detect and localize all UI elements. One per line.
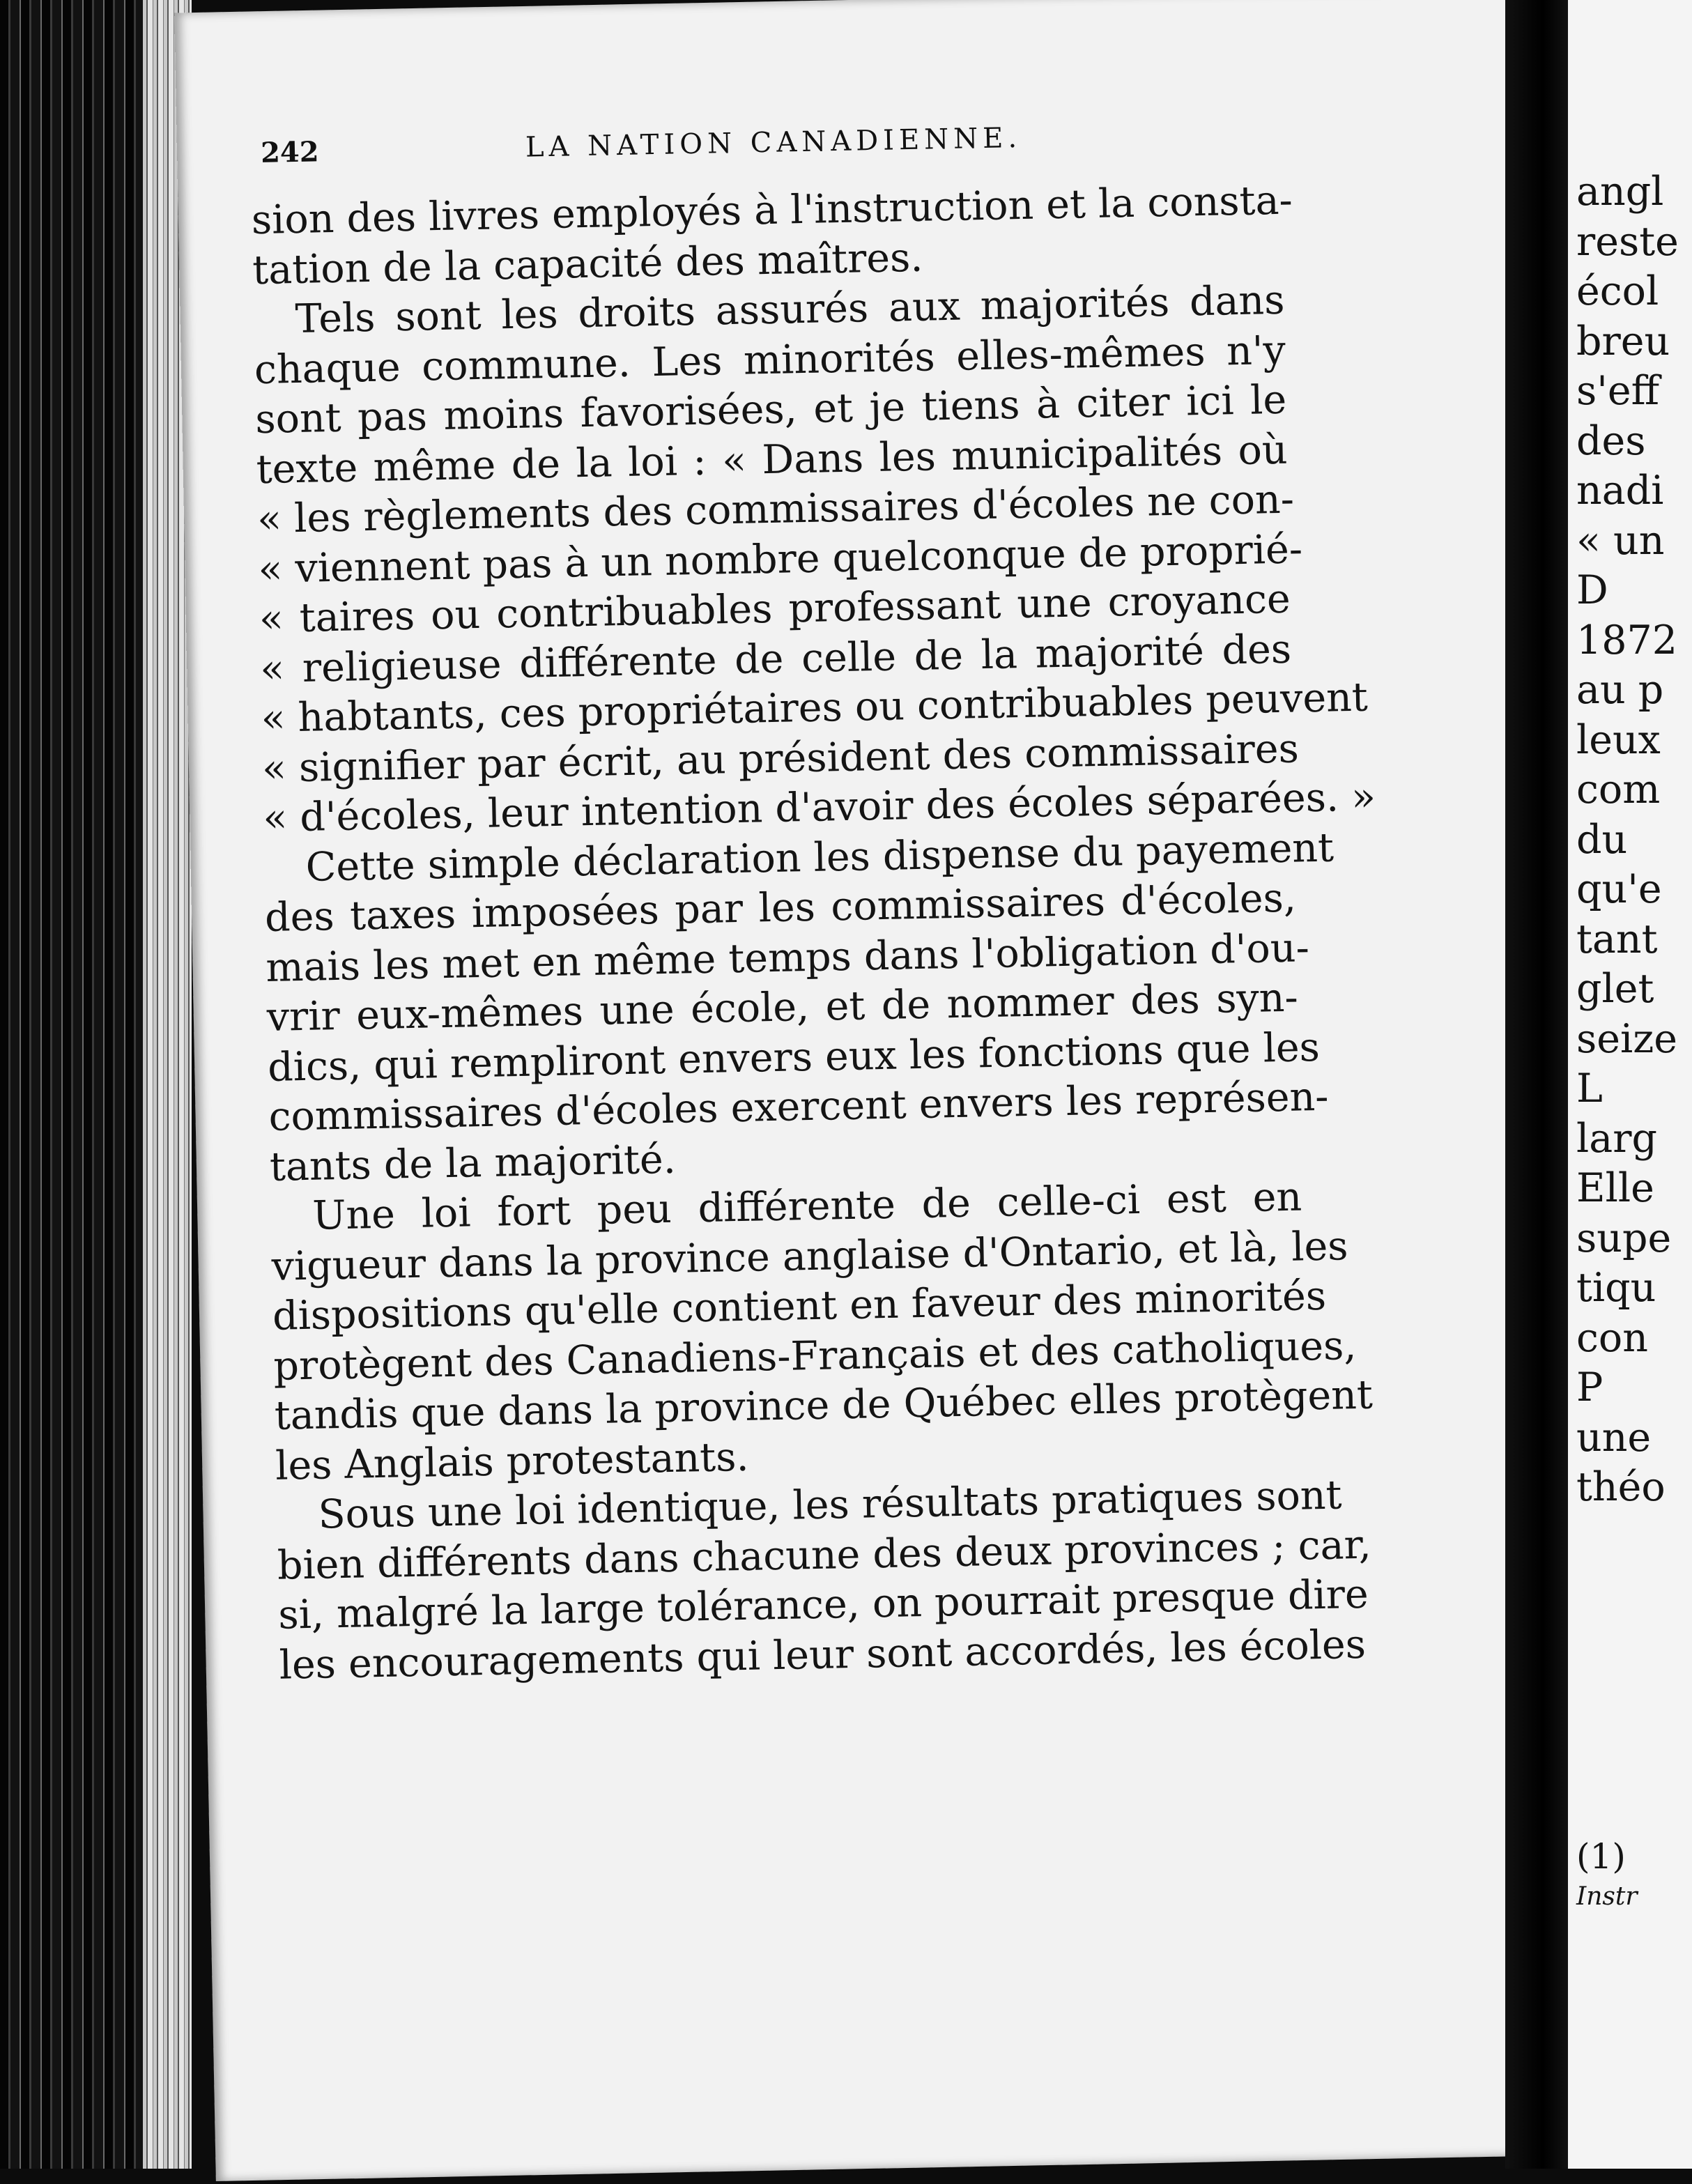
text-line: Tels sont les droits assurés aux majorités dans <box>295 277 1286 342</box>
text-line: Cette simple déclaration les dispense du payement <box>305 824 1335 891</box>
text-line: vigueur dans la province anglaise d'Ontario, et là, les <box>271 1222 1349 1290</box>
right-text-line: D <box>1576 567 1608 613</box>
text-line: « habtants, ces propriétaires ou contribuables peuvent <box>261 674 1369 742</box>
running-title: LA NATION CANADIENNE. <box>525 121 1022 164</box>
text-line: si, malgré la large tolérance, on pourrait presque dire <box>277 1571 1369 1638</box>
page-number: 242 <box>260 135 319 169</box>
text-line: dispositions qu'elle contient en faveur des minorités <box>272 1272 1327 1339</box>
right-text-line: breu <box>1576 318 1670 364</box>
text-line: « viennent pas à un nombre quelconque de proprié- <box>257 525 1303 592</box>
text-line: « taires ou contribuables professant une croyance <box>259 576 1291 643</box>
right-page-footnote <box>1576 1836 1638 1917</box>
footnote-marker: (1) <box>1576 1836 1626 1877</box>
right-text-line: tant <box>1576 916 1658 962</box>
right-text-line: qu'e <box>1576 866 1662 912</box>
text-line: dics, qui rempliront envers eux les fonctions que les <box>267 1024 1321 1091</box>
right-text-line: angl <box>1576 169 1664 215</box>
right-text-line: glet <box>1576 966 1654 1012</box>
text-line: texte même de la loi : « Dans les municipalités où <box>256 426 1289 493</box>
text-line: tation de la capacité des maîtres. <box>252 234 923 293</box>
right-text-line: seize <box>1576 1015 1677 1062</box>
right-text-line: P <box>1576 1364 1603 1410</box>
right-text-line: con <box>1576 1314 1648 1361</box>
text-line: « d'écoles, leur intention d'avoir des écoles séparées. » <box>262 774 1376 842</box>
right-text-line: reste <box>1576 218 1679 265</box>
text-line: Sous une loi identique, les résultats pratiques sont <box>317 1472 1343 1538</box>
gutter-shadow <box>1505 0 1568 2169</box>
text-line: « les règlements des commissaires d'écoles ne con- <box>256 476 1295 543</box>
text-line: vrir eux-mêmes une école, et de nommer des syn- <box>266 974 1299 1040</box>
text-line: les encouragements qui leur sont accordés, les écoles <box>279 1621 1367 1689</box>
right-page <box>1568 0 1692 2169</box>
right-text-line: com <box>1576 767 1661 813</box>
right-text-line: au p <box>1576 667 1664 713</box>
text-line: tandis que dans la province de Québec elles protègent <box>274 1371 1374 1439</box>
text-line: sont pas moins favorisées, et je tiens à citer ici le <box>254 376 1287 443</box>
right-text-line: larg <box>1576 1115 1657 1162</box>
footnote-text: Instr <box>1576 1882 1638 1911</box>
right-text-line: des <box>1576 417 1646 464</box>
text-line: bien différents dans chacune des deux provinces ; car, <box>277 1521 1372 1589</box>
text-line: des taxes imposées par les commissaires d'écoles, <box>264 875 1297 941</box>
right-text-line: tiqu <box>1576 1265 1656 1311</box>
text-line: protègent des Canadiens-Français et des catholiques, <box>272 1322 1357 1390</box>
right-text-line: Elle <box>1576 1165 1654 1211</box>
text-line: sion des livres employés à l'instruction et la consta- <box>251 177 1293 244</box>
right-text-line: supe <box>1576 1215 1672 1261</box>
text-line: Une loi fort peu différente de celle-ci est en <box>312 1174 1302 1239</box>
right-text-line: 1872 <box>1576 617 1678 663</box>
right-text-line: leux <box>1576 716 1661 763</box>
text-line: les Anglais protestants. <box>275 1433 750 1489</box>
text-line: mais les met en même temps dans l'obligation d'ou- <box>265 924 1310 991</box>
text-line: chaque commune. Les minorités elles-mêmes n'y <box>254 327 1286 393</box>
right-text-line: « un <box>1576 517 1665 564</box>
right-text-line: du <box>1576 816 1628 863</box>
body-text <box>251 172 1520 1691</box>
text-line: « religieuse différente de celle de la majorité des <box>259 626 1292 692</box>
text-line: commissaires d'écoles exercent envers les représen- <box>268 1073 1330 1140</box>
right-text-line: une <box>1576 1414 1652 1461</box>
right-text-line: L <box>1576 1066 1603 1112</box>
right-page-text <box>1576 167 1679 1513</box>
right-text-line: s'eff <box>1576 368 1660 414</box>
right-text-line: écol <box>1576 268 1659 314</box>
right-text-line: théo <box>1576 1464 1666 1510</box>
text-line: « signifier par écrit, au président des commissaires <box>261 725 1300 792</box>
right-text-line: nadi <box>1576 468 1664 514</box>
text-line: tants de la majorité. <box>269 1136 677 1190</box>
